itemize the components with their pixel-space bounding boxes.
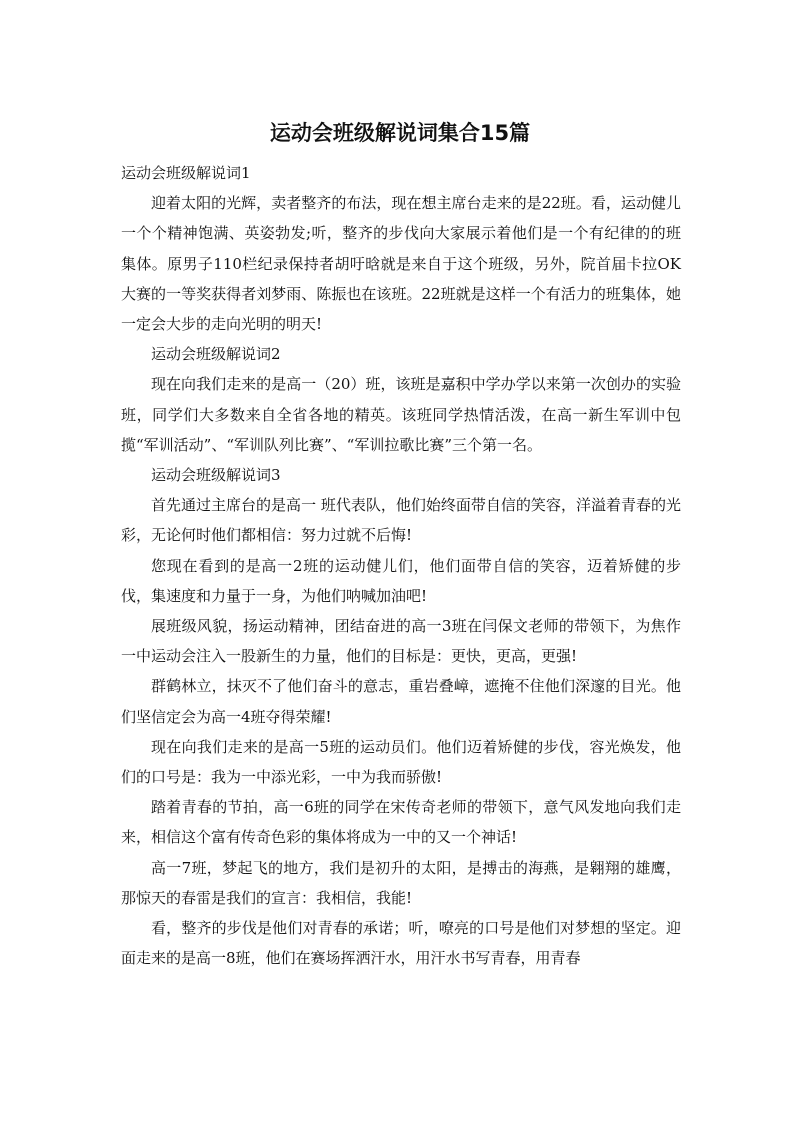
section-heading-1: 运动会班级解说词1 <box>121 164 251 182</box>
document-body <box>121 158 681 973</box>
document-title: 运动会班级解说词集合15篇 <box>269 121 531 145</box>
body-paragraph: 迎着太阳的光辉，卖者整齐的布法，现在想主席台走来的是22班。看，运动健儿一个个精神饱满、英姿勃发;听，整齐的步伐向大家展示着他们是一个有纪律的的班集体。原男子110栏纪录保持者胡吁晗就是来自于这个班级，另外，院首届卡拉OK大赛的一等奖获得者刘梦雨、陈振也在该班。22班就是这样一个有活力的班集体，她一定会大步的走向光明的明天! <box>121 194 681 334</box>
section-heading-3: 运动会班级解说词3 <box>151 466 281 485</box>
body-paragraph: 踏着青春的节拍，高一6班的同学在宋传奇老师的带领下，意气风发地向我们走来，相信这个富有传奇色彩的集体将成为一中的又一个神话! <box>121 798 681 847</box>
body-paragraph: 群鹤林立，抹灭不了他们奋斗的意志，重岩叠嶂，遮掩不住他们深邃的目光。他们坚信定会为高一4班夺得荣耀! <box>121 677 681 726</box>
body-paragraph: 首先通过主席台的是高一 班代表队，他们始终面带自信的笑容，洋溢着青春的光彩，无论何时他们都相信：努力过就不后悔! <box>121 496 681 545</box>
body-paragraph: 您现在看到的是高一2班的运动健儿们，他们面带自信的笑容，迈着矫健的步伐，集速度和力量于一身，为他们呐喊加油吧! <box>121 556 681 605</box>
section-heading-2: 运动会班级解说词2 <box>151 345 281 364</box>
body-paragraph: 展班级风貌，扬运动精神，团结奋进的高一3班在闫保文老师的带领下，为焦作一中运动会注入一股新生的力量，他们的目标是：更快，更高，更强! <box>121 617 681 666</box>
body-paragraph: 现在向我们走来的是高一5班的运动员们。他们迈着矫健的步伐，容光焕发，他们的口号是：我为一中添光彩，一中为我而骄傲! <box>121 737 681 787</box>
body-paragraph: 现在向我们走来的是高一（20）班，该班是嘉积中学办学以来第一次创办的实验班，同学们大多数来自全省各地的精英。该班同学热情活泼，在高一新生军训中包揽“军训活动”、“军训队列比赛”、“军训拉歌比赛”三个第一名。 <box>121 375 681 454</box>
body-paragraph: 看，整齐的步伐是他们对青春的承诺；听，嘹亮的口号是他们对梦想的坚定。迎面走来的是高一8班，他们在赛场挥洒汗水，用汗水书写青春，用青春 <box>121 919 681 968</box>
body-paragraph: 高一7班，梦起飞的地方，我们是初升的太阳，是搏击的海燕，是翱翔的雄鹰，那惊天的春雷是我们的宣言：我相信，我能! <box>121 858 681 907</box>
